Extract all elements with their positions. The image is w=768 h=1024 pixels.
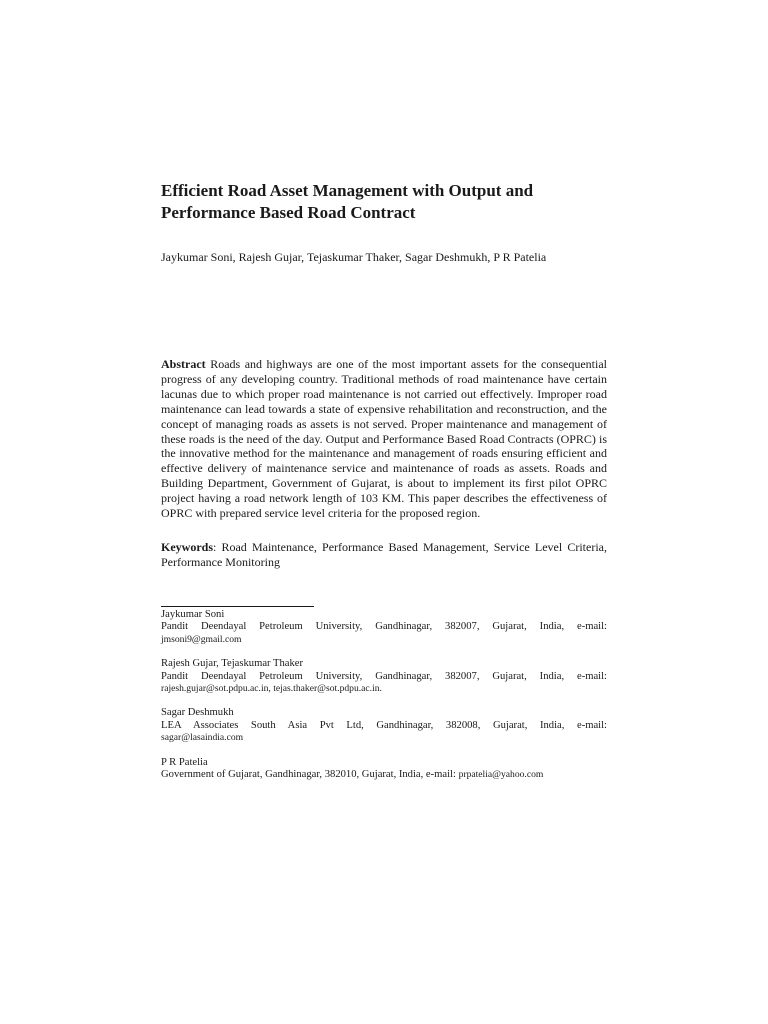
affiliation-address-line [161, 769, 607, 781]
affiliation-names: Rajesh Gujar, Tejaskumar Thaker [161, 658, 304, 670]
affiliation-address: LEA Associates South Asia Pvt Ltd, Gandhinagar, 382008, Gujarat, India, e-mail: [161, 719, 607, 731]
affiliation-email: jmsoni9@gmail.com [161, 633, 242, 645]
author-list: Jaykumar Soni, Rajesh Gujar, Tejaskumar Thaker, Sagar Deshmukh, P R Patelia [161, 250, 547, 264]
keywords-body: : Road Maintenance, Performance Based Management, Service Level Criteria, Performance Monitoring [161, 540, 607, 569]
affiliation-gujar-thaker [161, 658, 607, 695]
affiliation-patelia [161, 757, 607, 782]
title-line-1: Efficient Road Asset Management with Output and [161, 181, 534, 200]
affiliation-names: Jaykumar Soni [161, 609, 225, 620]
footnote-divider [161, 606, 314, 607]
paper-title [161, 180, 607, 224]
affiliation-deshmukh [161, 707, 607, 744]
abstract [161, 357, 607, 521]
affiliation-names: Sagar Deshmukh [161, 707, 234, 719]
affiliation-address: Government of Gujarat, Gandhinagar, 382010, Gujarat, India, e-mail: [161, 769, 459, 781]
affiliation-soni [161, 609, 607, 646]
affiliation-email: sagar@lasaindia.com [161, 732, 244, 744]
affiliation-names: P R Patelia [161, 756, 208, 768]
affiliation-address: Pandit Deendayal Petroleum University, Gandhinagar, 382007, Gujarat, India, e-mail: [161, 670, 607, 682]
affiliation-email: prpatelia@yahoo.com [458, 769, 544, 781]
keywords [161, 540, 607, 570]
abstract-body: Roads and highways are one of the most important assets for the consequential progress of any developing country. Traditional methods of road maintenance have certain lacunas due to which proper road maintenance is not carried out effectively. Improper road maintenance can lead towards a state of expensive rehabilitation and reconstruction, and the concept of managing roads as assets is not served. Proper maintenance and management of these roads is the need of the day. Output and Performance Based Road Contracts (OPRC) is the innovative method for the maintenance and management of roads ensuring efficient and effective delivery of maintenance service and maintenance of roads as assets. Roads and Building Department, Government of Gujarat, is about to implement its first pilot OPRC project having a road network length of 103 KM. This paper describes the effectiveness of OPRC with prepared service level criteria for the proposed region. [161, 357, 608, 521]
affiliations [161, 609, 607, 793]
abstract-label: Abstract [161, 357, 206, 371]
title-line-2: Performance Based Road Contract [161, 203, 416, 222]
affiliation-email: rajesh.gujar@sot.pdpu.ac.in, tejas.thaker@sot.pdpu.ac.in. [161, 683, 382, 695]
keywords-label: Keywords [161, 540, 213, 554]
affiliation-address: Pandit Deendayal Petroleum University, Gandhinagar, 382007, Gujarat, India, e-mail: [161, 621, 607, 633]
